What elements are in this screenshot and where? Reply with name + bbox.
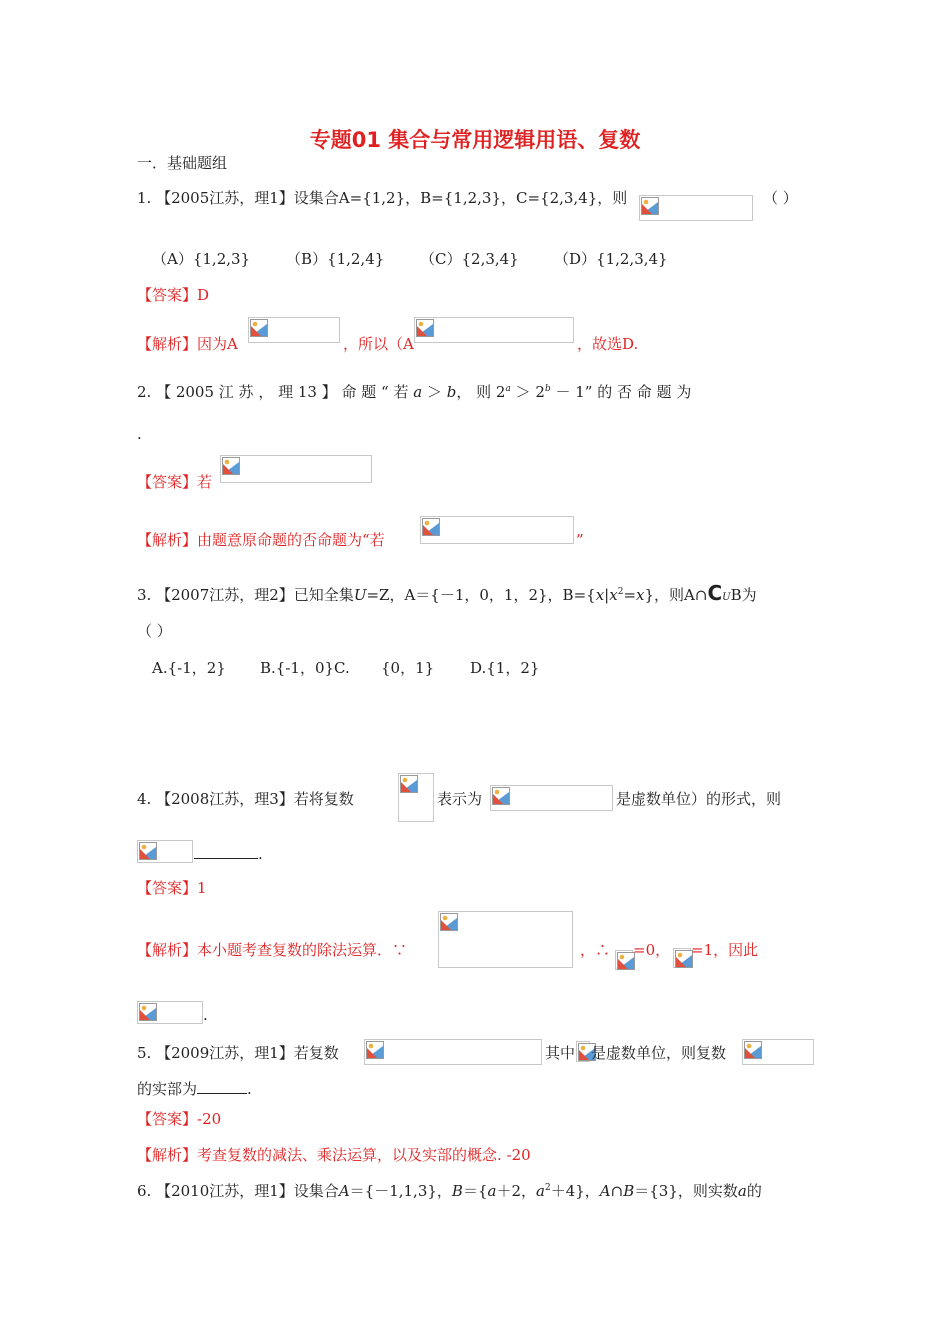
q6-eq-b: ＝{ [462, 1182, 488, 1200]
q4-mid: 表示为 [437, 790, 483, 808]
q6-plus2: ＋2， [496, 1182, 536, 1200]
broken-image-icon [744, 1041, 762, 1059]
q2-dot: . [137, 425, 142, 443]
formula-image [248, 317, 340, 343]
formula-image [490, 785, 613, 811]
q6-var-a-set2: A [599, 1182, 611, 1200]
answer-blank [194, 843, 258, 859]
q4-blank-line [194, 843, 263, 864]
q6-plus4: ＋4}， [550, 1182, 600, 1200]
formula-image [137, 840, 193, 863]
q3-stem-text: 3. 【2007江苏，理2】已知全集 [137, 586, 354, 604]
q3-complement: C [707, 581, 723, 605]
q4-analysis-comma: ，∴ [580, 941, 611, 959]
q4-analysis: 【解析】本小题考查复数的除法运算．∵ [137, 941, 408, 959]
q2-var-a: a [413, 383, 423, 401]
q2-stem-text: 2. 【 2005 江 苏 ， 理 13 】 命 题 “ 若 [137, 383, 409, 401]
formula-image [576, 1041, 590, 1062]
q2-analysis: 【解析】由题意原命题的否命题为“若 [137, 531, 385, 549]
formula-image [364, 1039, 542, 1065]
q2-sup-a: a [505, 384, 511, 394]
q5-line2-text: 的实部为 [137, 1080, 198, 1098]
q4-end-dot: . [203, 1006, 208, 1024]
q4-stem: 4. 【2008江苏，理3】若将复数 [137, 790, 354, 808]
q3-option-a: A.{-1，2} [152, 659, 226, 677]
q1-option-d: （D）{1,2,3,4} [554, 250, 668, 268]
q3-option-b: B.{-1，0}C. [260, 659, 350, 677]
q6-stem [137, 1181, 762, 1201]
q3-var-x2: x [609, 586, 618, 604]
q6-sup2: 2 [544, 1183, 551, 1193]
q2-analysis-end: ” [576, 531, 584, 549]
q4-tail: 是虚数单位）的形式，则 [616, 790, 782, 808]
q1-stem: 1. 【2005江苏，理1】设集合A={1,2}，B={1,2,3}，C={2,3,4}，则 [137, 189, 628, 207]
q3-paren: （ ） [137, 622, 172, 640]
q6-var-b-set: B [451, 1182, 463, 1200]
q2-gt2: ＞ 2 [515, 383, 545, 401]
broken-image-icon [222, 457, 240, 475]
broken-image-icon [440, 913, 458, 931]
q1-option-b: （B）{1,2,4} [286, 250, 385, 268]
q5-answer: 【答案】-20 [137, 1110, 222, 1128]
q1-paren: （ ） [763, 189, 798, 207]
q6-eq3: ＝{3}，则实数 [634, 1182, 738, 1200]
q2-tail: － 1” 的 否 命 题 为 [555, 383, 692, 401]
broken-image-icon [492, 787, 510, 805]
q5-mid2: 是虚数单位，则复数 [591, 1044, 727, 1062]
q2-sup-b: b [544, 384, 551, 394]
q6-var-a1: a [487, 1182, 497, 1200]
q2-var-b: b [446, 383, 457, 401]
broken-image-icon [250, 319, 268, 337]
broken-image-icon [400, 775, 418, 793]
formula-image [420, 516, 574, 544]
q3-var-u: U [353, 586, 367, 604]
formula-image [673, 948, 691, 968]
q5-dot: . [247, 1080, 252, 1098]
q3-eq: =Z，A＝{－1，0，1，2}，B={ [366, 586, 596, 604]
q5-mid: 其中 [545, 1044, 576, 1062]
formula-image [220, 455, 372, 483]
q5-line2 [137, 1078, 252, 1099]
q2-gt: ＞ [426, 383, 442, 401]
q4-analysis-eq1: =1，因此 [691, 941, 759, 959]
q3-sup2: 2 [617, 587, 624, 597]
q4-answer: 【答案】1 [137, 879, 207, 897]
q6-var-a2: a [536, 1182, 545, 1200]
q4-analysis-eq0: =0， [633, 941, 671, 959]
q1-analysis-b: ，所以（A [343, 335, 414, 353]
q4-dot: . [258, 845, 263, 863]
formula-image [137, 1001, 203, 1024]
q3-eqx: = [623, 586, 637, 604]
formula-image [414, 317, 574, 343]
q5-stem: 5. 【2009江苏，理1】若复数 [137, 1044, 339, 1062]
q6-eq-a: ＝{－1,1,3}， [349, 1182, 452, 1200]
q6-stem-text: 6. 【2010江苏，理1】设集合 [137, 1182, 339, 1200]
q5-analysis: 【解析】考查复数的减法、乘法运算，以及实部的概念. -20 [137, 1146, 531, 1164]
q2-stem [137, 382, 691, 402]
q3-sub-u: U [722, 592, 731, 603]
q3-close: }，则A∩ [644, 586, 708, 604]
q6-tail: 的 [746, 1182, 762, 1200]
formula-image [398, 773, 434, 822]
page-title: 专题01 集合与常用逻辑用语、复数 [309, 128, 641, 152]
broken-image-icon [139, 1003, 157, 1021]
q6-cap: ∩ [610, 1182, 624, 1200]
q3-bar: | [604, 586, 610, 604]
formula-image [742, 1039, 814, 1065]
broken-image-icon [416, 319, 434, 337]
q3-var-x1: x [595, 586, 605, 604]
q2-then: ， 则 2 [456, 383, 506, 401]
q1-option-c: （C）{2,3,4} [420, 250, 519, 268]
formula-image [639, 195, 753, 221]
q3-tail: B为 [730, 586, 757, 604]
section-heading: 一．基础题组 [137, 154, 228, 172]
q1-analysis-c: ，故选D. [577, 335, 639, 353]
broken-image-icon [641, 197, 659, 215]
q1-option-a: （A）{1,2,3} [152, 250, 251, 268]
q3-option-d: D.{1，2} [470, 659, 540, 677]
q2-answer: 【答案】若 [137, 473, 213, 491]
q1-answer: 【答案】D [137, 286, 210, 304]
q6-var-b-set2: B [623, 1182, 635, 1200]
formula-image [438, 911, 573, 968]
q3-stem [137, 583, 757, 608]
q6-var-a-set: A [338, 1182, 350, 1200]
formula-image [615, 950, 633, 970]
q3-option-c: {0，1} [381, 659, 435, 677]
q6-var-a3: a [737, 1182, 747, 1200]
broken-image-icon [422, 518, 440, 536]
answer-blank [197, 1078, 247, 1094]
q3-var-x3: x [636, 586, 645, 604]
broken-image-icon [139, 842, 157, 860]
broken-image-icon [366, 1041, 384, 1059]
q1-analysis-a: 【解析】因为A [137, 335, 238, 353]
